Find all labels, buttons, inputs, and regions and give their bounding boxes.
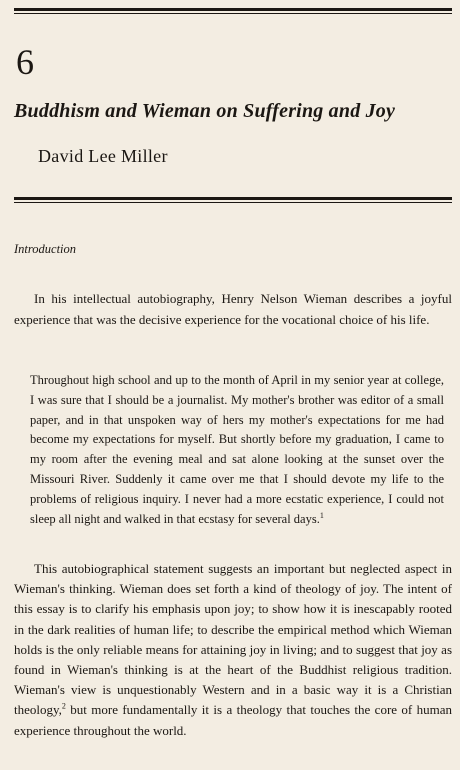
footnote-marker: 1 [319, 510, 324, 520]
intro-paragraph: In his intellectual autobiography, Henry Nelson Wieman describes a joyful experience that was the decisive experience for the vocational choice of his life. [14, 291, 452, 327]
body-paragraph [14, 559, 452, 741]
body-paragraph-text-2: but more fundamentally it is a theology that touches the core of human experience throughout the world. [14, 702, 452, 738]
body-paragraph-text-1: This autobiographical statement suggests an important but neglected aspect in Wieman's thinking. Wieman does set forth a kind of theology of joy. The intent of this essay is to clarify his emphasis upon joy; to show how it is inescapably rooted in the dark realities of human life; to describe the empirical method which Wieman holds is the only reliable means for attaining joy in living; and to suggest that joy as found in Wieman's thinking is at the heart of the Buddhist religious tradition. Wieman's view is unquestionably Western and in a basic way it is a Christian theology, [14, 561, 452, 718]
chapter-title: Buddhism and Wieman on Suffering and Joy [14, 100, 396, 122]
block-quote-text: Throughout high school and up to the month of April in my senior year at college, I was sure that I should be a journalist. My mother's brother was editor of a small paper, and in that unspoken way of hers my mother's expectations for me had become my expectations for myself. But shortly before my graduation, I came to my room after the evening meal and sat alone looking at the sunset over the Missouri River. Suddenly it came over me that I should devote my life to the problems of religious inquiry. I never had a more ecstatic experience, I could not sleep all night and walked in that ecstasy for several days. [30, 373, 444, 526]
chapter-author: David Lee Miller [38, 146, 168, 166]
bottom-double-rule [14, 197, 452, 203]
footnote-marker: 2 [61, 702, 66, 712]
block-quote [30, 371, 444, 529]
top-double-rule [14, 8, 452, 14]
chapter-number: 6 [16, 42, 34, 82]
section-heading: Introduction [14, 242, 77, 256]
